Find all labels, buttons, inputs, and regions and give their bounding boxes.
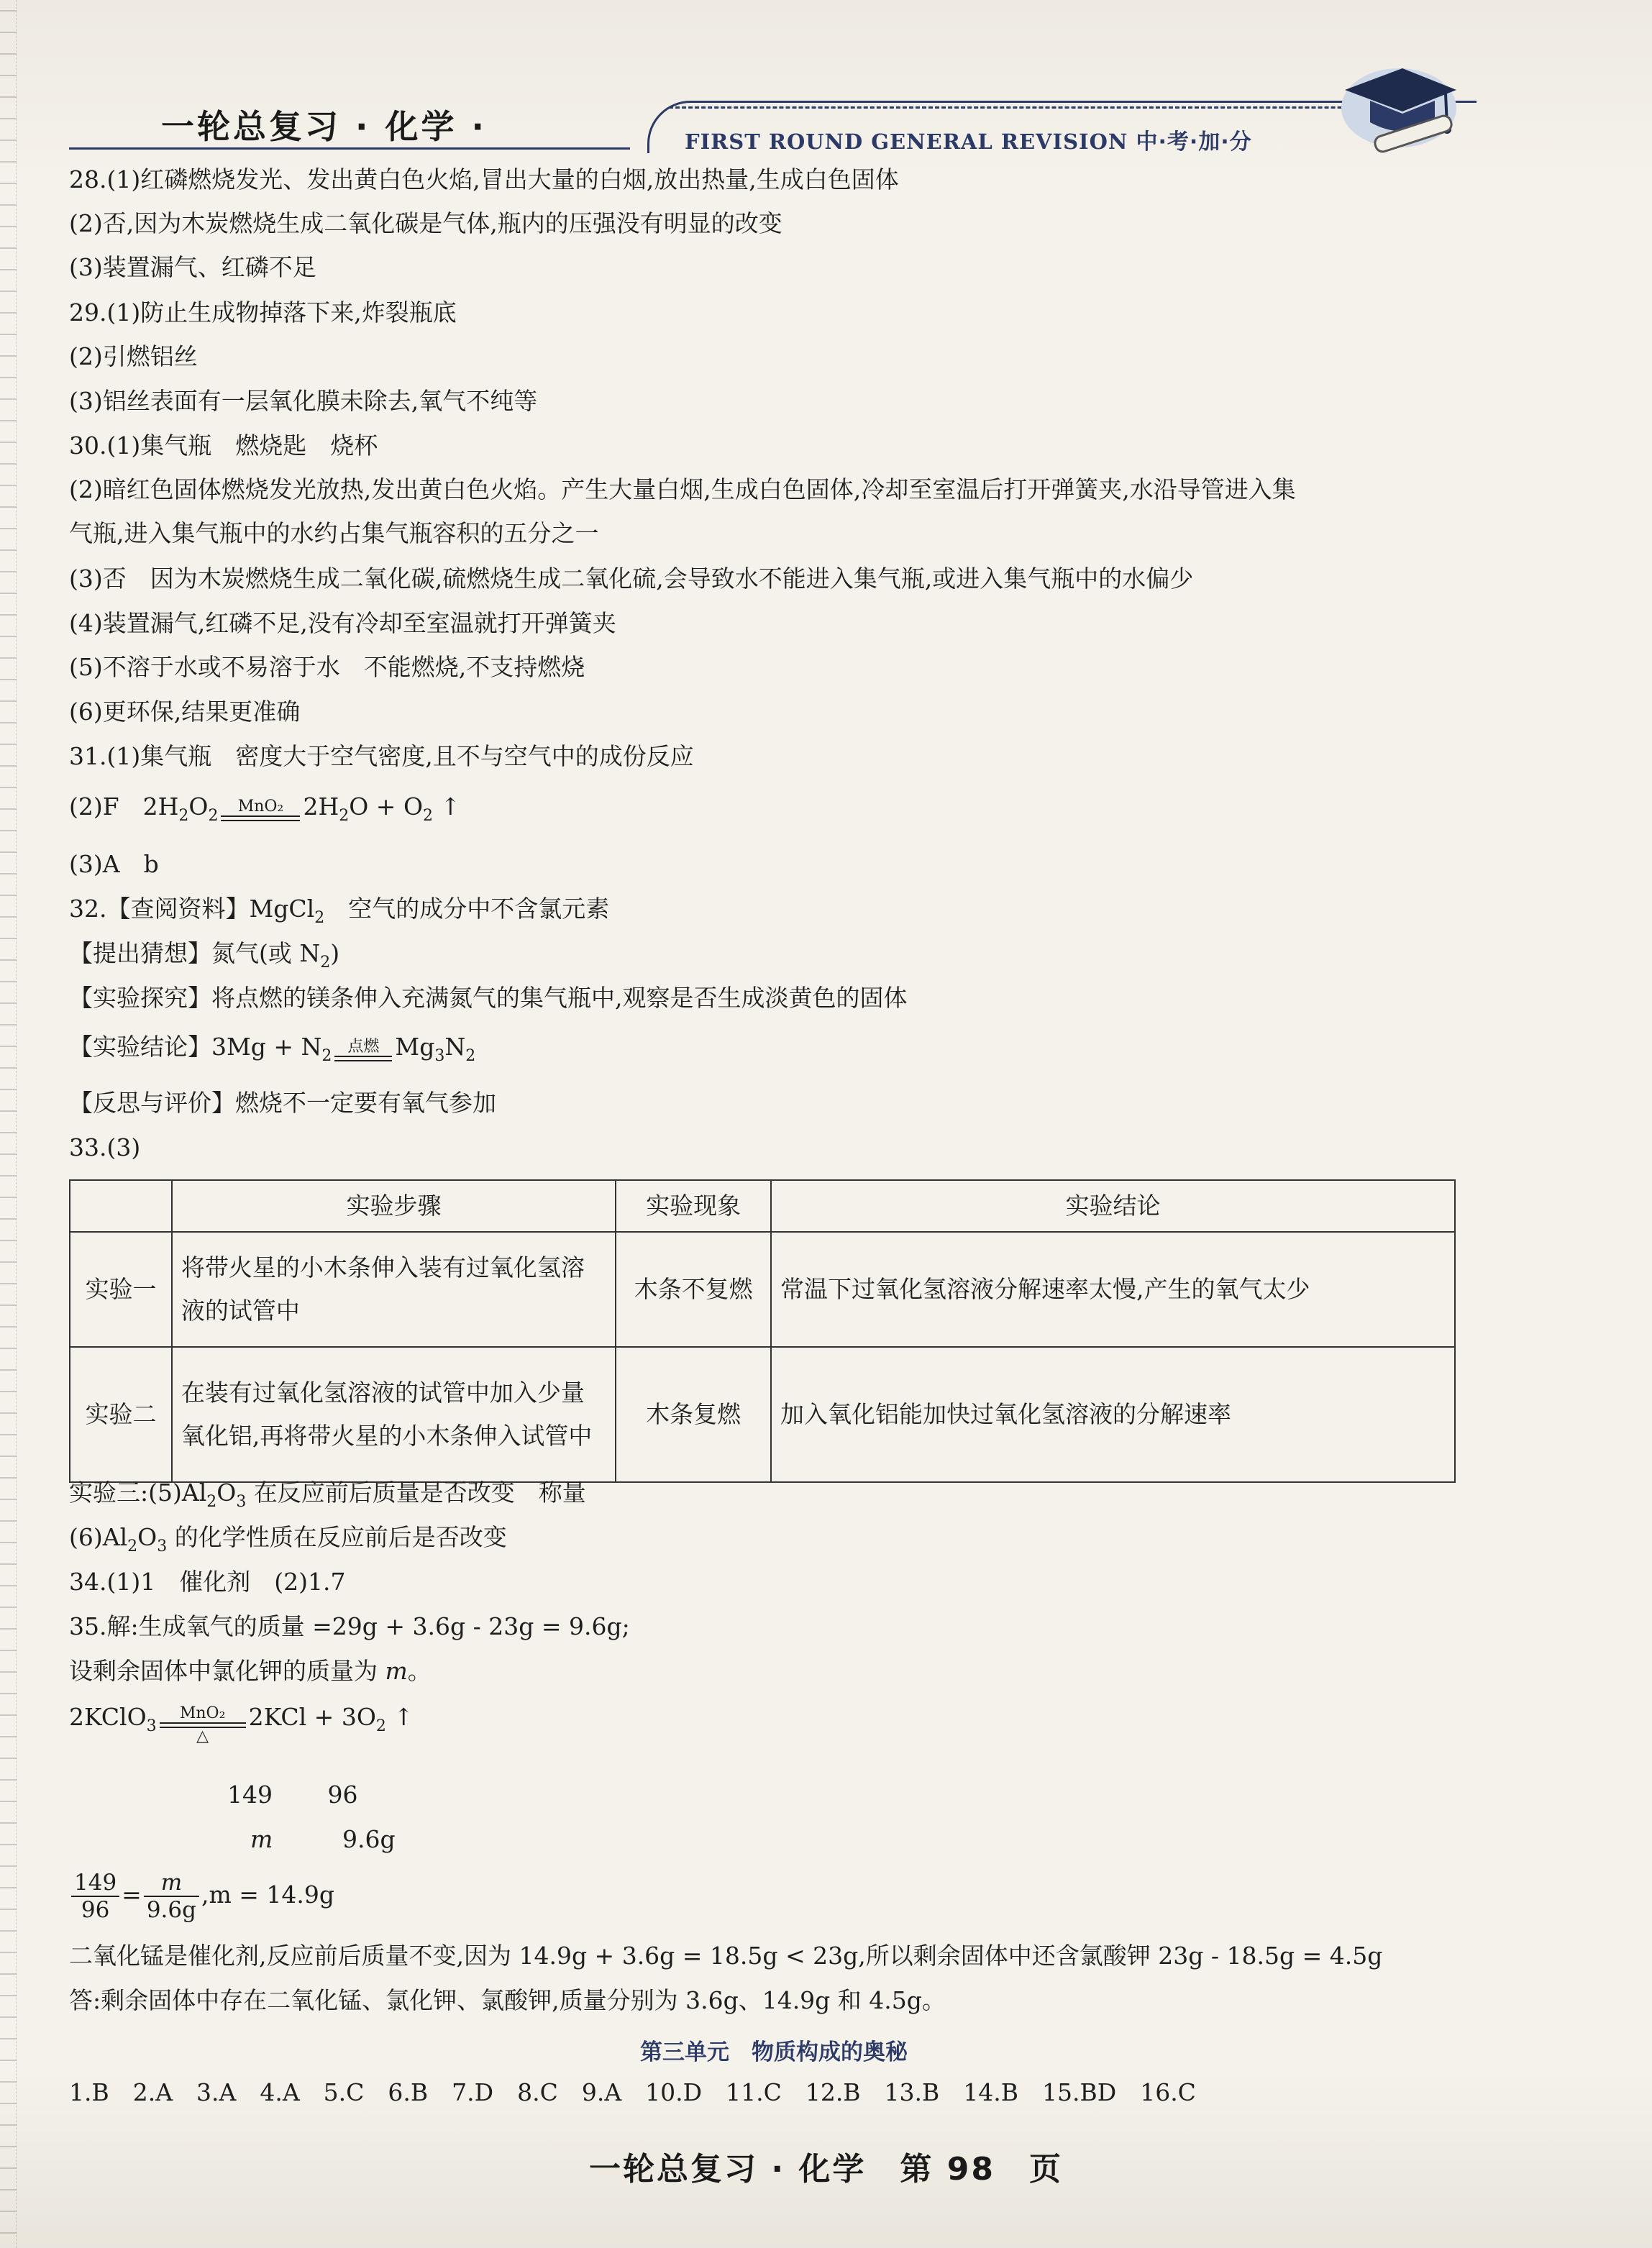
q30-5: (5)不溶于水或不易溶于水 不能燃烧,不支持燃烧 [69,653,585,681]
q29-1: 29.(1)防止生成物掉落下来,炸裂瓶底 [69,298,457,326]
exp3-c: (6)Al [69,1523,128,1551]
eq-product: 2KCl + 3O [248,1703,376,1731]
q28-2: (2)否,因为木炭燃烧生成二氧化碳是气体,瓶内的压强没有明显的改变 [69,209,782,237]
q30-6: (6)更环保,结果更准确 [69,698,301,726]
q35-var-val: 9.6g [342,1825,396,1853]
exp3-d: 的化学性质在反应前后是否改变 [167,1523,507,1551]
fraction-den: 96 [81,1897,110,1923]
q32-3: 【实验探究】将点燃的镁条伸入充满氮气的集气瓶中,观察是否生成淡黄色的固体 [69,984,908,1012]
exp3-b: 在反应前后质量是否改变 称量 [246,1479,586,1507]
unit-title: 第三单元 物质构成的奥秘 [640,2039,908,2065]
q30-2b: 气瓶,进入集气瓶中的水约占集气瓶容积的五分之一 [69,519,599,547]
q32-4-equation: 【实验结论】$3Mg + N_2$ 点燃 $Mg_3N_2$ [69,1033,476,1065]
q31-2-prefix: (2)F 2H [69,792,179,821]
q35-4: 答:剩余固体中存在二氧化锰、氯化钾、氯酸钾,质量分别为 3.6g、14.9g 和 4.5g。 [69,1986,946,2014]
q31-1: 31.(1)集气瓶 密度大于空气密度,且不与空气中的成份反应 [69,742,694,770]
row-name: 实验二 [70,1347,172,1482]
row-step: 在装有过氧化氢溶液的试管中加入少量氧化铝,再将带火星的小木条伸入试管中 [172,1347,616,1482]
header-right-title [685,124,1252,155]
q32-5: 【反思与评价】燃烧不一定要有氧气参加 [69,1089,496,1117]
q34: 34.(1)1 催化剂 (2)1.7 [69,1568,346,1596]
table-row [70,1347,1455,1482]
condition-label: 点燃 [347,1038,380,1056]
q35-proportion: $\frac{149}{96}$ = $\frac{m}{9.6g}$ ,m = 14.9g [69,1870,334,1923]
row-observation: 木条不复燃 [616,1232,771,1347]
reaction-condition [160,1705,246,1745]
fraction-result: ,m = 14.9g [201,1881,334,1909]
q29-2: (2)引燃铝丝 [69,342,198,370]
reaction-condition [221,798,300,821]
binding-edge [0,0,17,2248]
fraction-num [144,1870,199,1897]
q35-3: 二氧化锰是催化剂,反应前后质量不变,因为 14.9g + 3.6g = 18.5g < 23g,所以剩余固体中还含氯酸钾 23g - 18.5g = 4.5g [69,1942,1383,1970]
q30-4: (4)装置漏气,红磷不足,没有冷却至室温就打开弹簧夹 [69,609,616,637]
row-name: 实验一 [70,1232,172,1347]
q30-1: 30.(1)集气瓶 燃烧匙 烧杯 [69,431,378,460]
q33: 33.(3) [69,1133,141,1161]
q35-equation: 2KClO$_3$ MnO₂ △ $2KCl + 3O_2$ ↑ [69,1703,414,1745]
page-header [0,0,1652,158]
eq-reactant: 2KClO [69,1703,147,1731]
condition-bottom: △ [196,1727,209,1745]
table-header: 实验现象 [616,1180,771,1232]
reaction-condition [334,1038,392,1061]
graduation-cap-icon [1331,50,1467,158]
q32-2: 【提出猜想】氮气(或 $N_2$) [69,939,340,972]
exp3-line-2: $(6)Al_2O_3$ 的化学性质在反应前后是否改变 [69,1523,507,1555]
exp3-a: 实验三:(5)Al [69,1479,207,1507]
row-conclusion: 加入氧化铝能加快过氧化氢溶液的分解速率 [771,1347,1455,1482]
experiment-table [69,1179,1456,1483]
page-footer: 一轮总复习 · 化学 第 98 页 [589,2151,1063,2188]
condition-top: MnO₂ [179,1704,226,1722]
table-header: 实验结论 [771,1180,1455,1232]
q29-3: (3)铝丝表面有一层氧化膜未除去,氧气不纯等 [69,387,538,415]
table-row [70,1232,1455,1347]
variable-m: m [160,1870,183,1896]
variable-m: m [385,1657,408,1685]
q35-masses: 149 96 [227,1781,358,1809]
fraction-den: 9.6g [146,1897,196,1923]
q31-2-equation: (2)F $2H_2O_2$ MnO₂ $2H_2O + O_2$ ↑ [69,792,461,825]
fraction-num: 149 [71,1870,119,1897]
q32-2-text: 【提出猜想】氮气(或 N [69,939,321,967]
q32-1: 32.【查阅资料】MgCl$_2$ 空气的成分中不含氯元素 [69,895,610,927]
q35-2 [69,1657,432,1686]
header-chinese-tag: 中·考·加·分 [1136,129,1252,155]
header-left-title: 一轮总复习 · 化学 · [161,107,487,146]
fraction [144,1870,199,1923]
q31-3: (3)A b [69,850,159,878]
header-english-title: FIRST ROUND GENERAL REVISION [685,129,1128,154]
q35-2-end: 。 [407,1657,432,1685]
table-header [70,1180,172,1232]
condition-label: MnO₂ [237,798,284,815]
q35-1: 35.解:生成氧气的质量 =29g + 3.6g - 23g = 9.6g; [69,1612,630,1640]
table-header-row [70,1180,1455,1232]
q30-3: (3)否 因为木炭燃烧生成二氧化碳,硫燃烧生成二氧化硫,会导致水不能进入集气瓶,或进入集气瓶中的水偏少 [69,565,1194,593]
header-dash-rule [669,106,1446,109]
row-observation: 木条复燃 [616,1347,771,1482]
q32-1-label: 32.【查阅资料】MgCl [69,895,315,923]
q28-1: 28.(1)红磷燃烧发光、发出黄白色火焰,冒出大量的白烟,放出热量,生成白色固体 [69,165,899,193]
q32-4-label: 【实验结论】3Mg + N [69,1033,322,1061]
row-conclusion: 常温下过氧化氢溶液分解速率太慢,产生的氧气太少 [771,1232,1455,1347]
q35-2-text: 设剩余固体中氯化钾的质量为 [69,1657,385,1685]
fraction [71,1870,119,1923]
q28-3: (3)装置漏气、红磷不足 [69,253,316,281]
q30-2a: (2)暗红色固体燃烧发光放热,发出黄白色火焰。产生大量白烟,生成白色固体,冷却至室温后打开弹簧夹,水沿导管进入集 [69,475,1296,503]
unit3-answers: 1.B 2.A 3.A 4.A 5.C 6.B 7.D 8.C 9.A 10.D 11.C 12.B 13.B 14.B 15.BD 16.C [69,2078,1196,2106]
table-header: 实验步骤 [172,1180,616,1232]
row-step: 将带火星的小木条伸入装有过氧化氢溶液的试管中 [172,1232,616,1347]
q35-var-m [250,1825,273,1854]
exp3-line-1: 实验三$:(5)Al_2O_3$ 在反应前后质量是否改变 称量 [69,1479,586,1511]
q32-1-rest: 空气的成分中不含氯元素 [324,895,610,923]
variable-m: m [250,1825,273,1853]
